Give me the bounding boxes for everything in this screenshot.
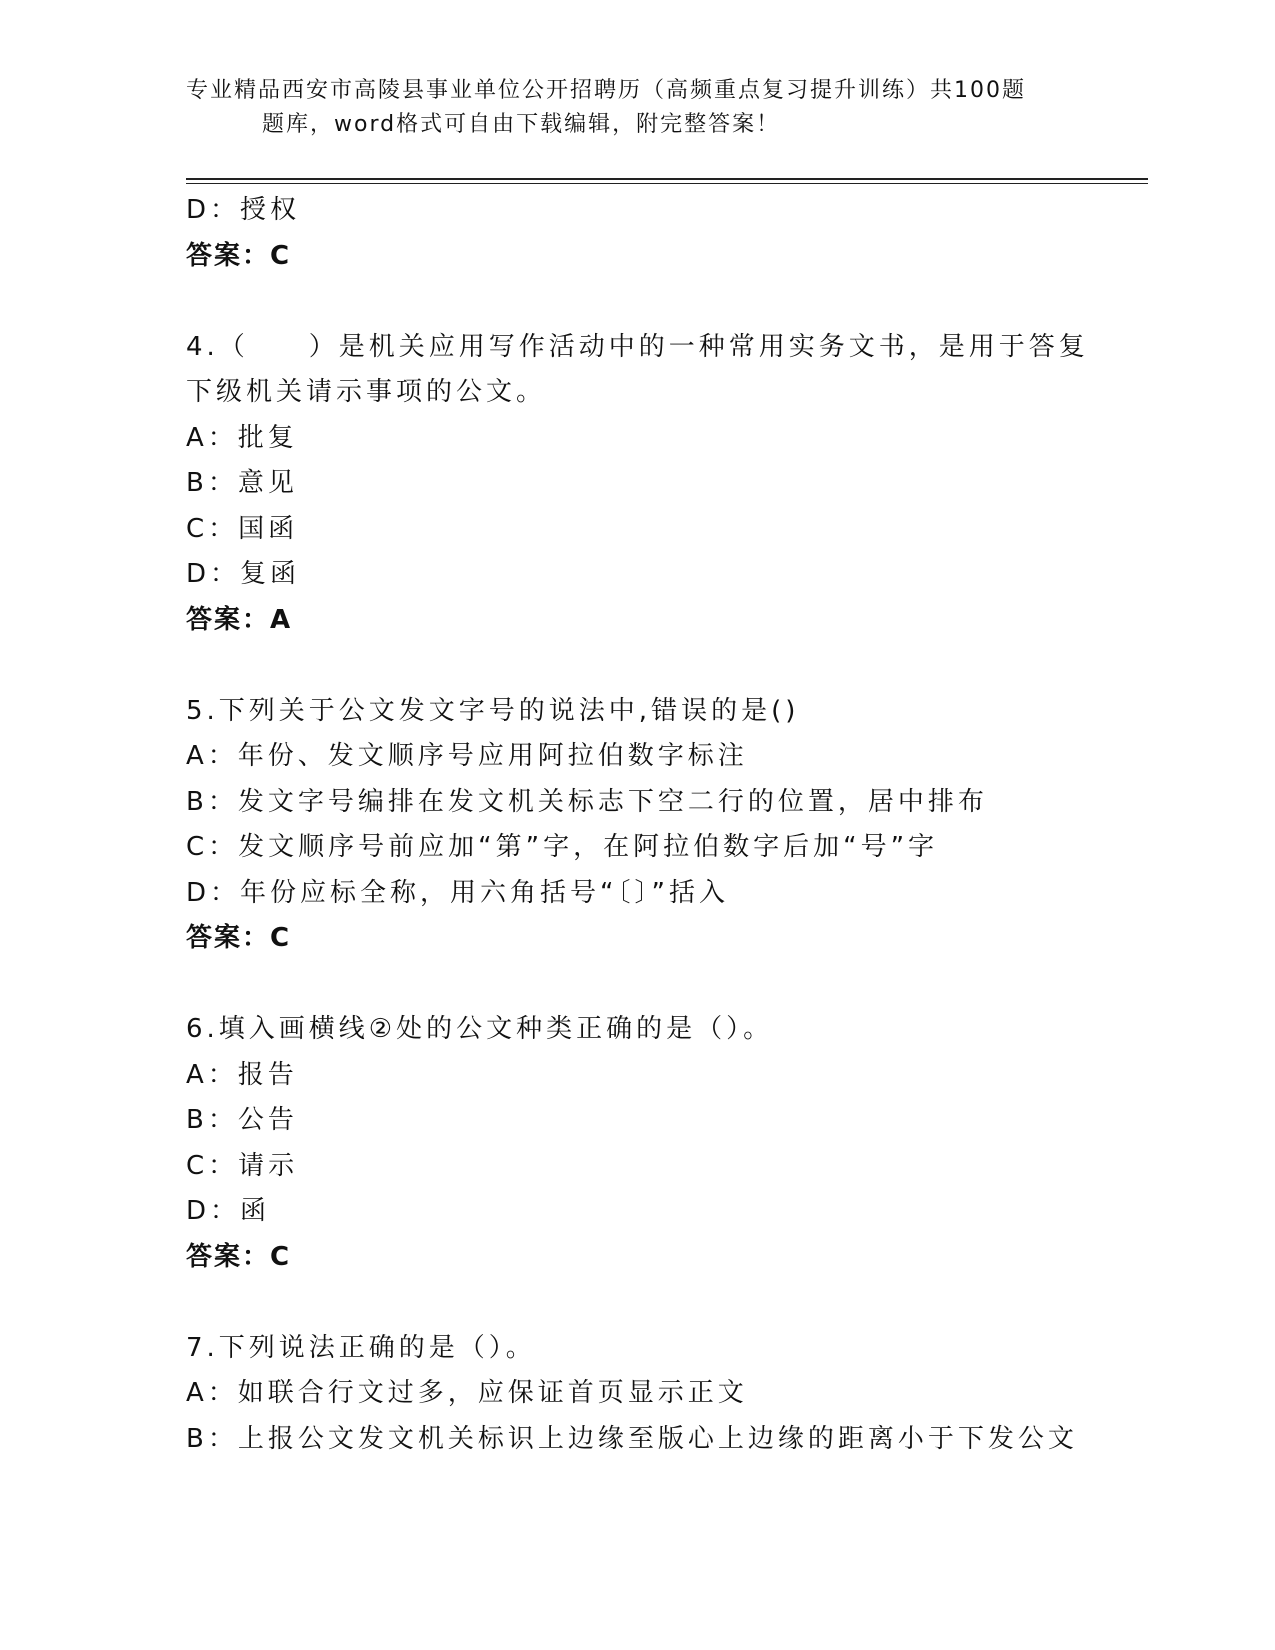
spacer [186, 279, 1146, 325]
question-line: B：公告 [186, 1105, 298, 1135]
question-line: A：如联合行文过多，应保证首页显示正文 [186, 1378, 748, 1408]
question-line: 6.填入画横线②处的公文种类正确的是（）。 [186, 1014, 774, 1044]
spacer [186, 1280, 1146, 1326]
answer-line: 答案：C [186, 923, 292, 953]
answer-line: 答案：C [186, 1241, 292, 1272]
spacer [186, 962, 1146, 1008]
question-line: B：意见 [186, 468, 298, 498]
header-rule-thin [186, 183, 1148, 184]
question-line: A：年份、发文顺序号应用阿拉伯数字标注 [186, 741, 748, 771]
question-line: 5.下列关于公文发文字号的说法中,错误的是() [186, 695, 800, 726]
question-line: 下级机关请示事项的公文。 [186, 377, 547, 407]
question-content [186, 188, 1146, 1462]
question-line: A：报告 [186, 1059, 298, 1090]
question-line: D：授权 [186, 195, 301, 225]
question-line: D：函 [186, 1196, 271, 1226]
header-title-line-2: 题库，word格式可自由下载编辑，附完整答案！ [262, 112, 781, 137]
header-title-line-1: 专业精品西安市高陵县事业单位公开招聘历（高频重点复习提升训练）共100题 [186, 78, 1026, 103]
question-line: A：批复 [186, 422, 298, 453]
question-line: B：发文字号编排在发文机关标志下空二行的位置，居中排布 [186, 786, 988, 817]
page-header [186, 74, 1066, 142]
question-line: 4.（ ）是机关应用写作活动中的一种常用实务文书，是用于答复 [186, 331, 1089, 362]
question-line: 7.下列说法正确的是（）。 [186, 1332, 536, 1363]
answer-line: 答案：C [186, 240, 292, 271]
question-line: C：国函 [186, 513, 299, 544]
header-rule-thick [186, 178, 1148, 180]
answer-line: 答案：A [186, 604, 293, 635]
question-line: C：请示 [186, 1150, 299, 1181]
question-line: C：发文顺序号前应加“第”字，在阿拉伯数字后加“号”字 [186, 832, 939, 862]
spacer [186, 643, 1146, 689]
question-line: D：复函 [186, 559, 301, 589]
question-line: B：上报公文发文机关标识上边缘至版心上边缘的距离小于下发公文 [186, 1423, 1078, 1454]
question-line: D：年份应标全称，用六角括号“〔〕”括入 [186, 877, 729, 908]
